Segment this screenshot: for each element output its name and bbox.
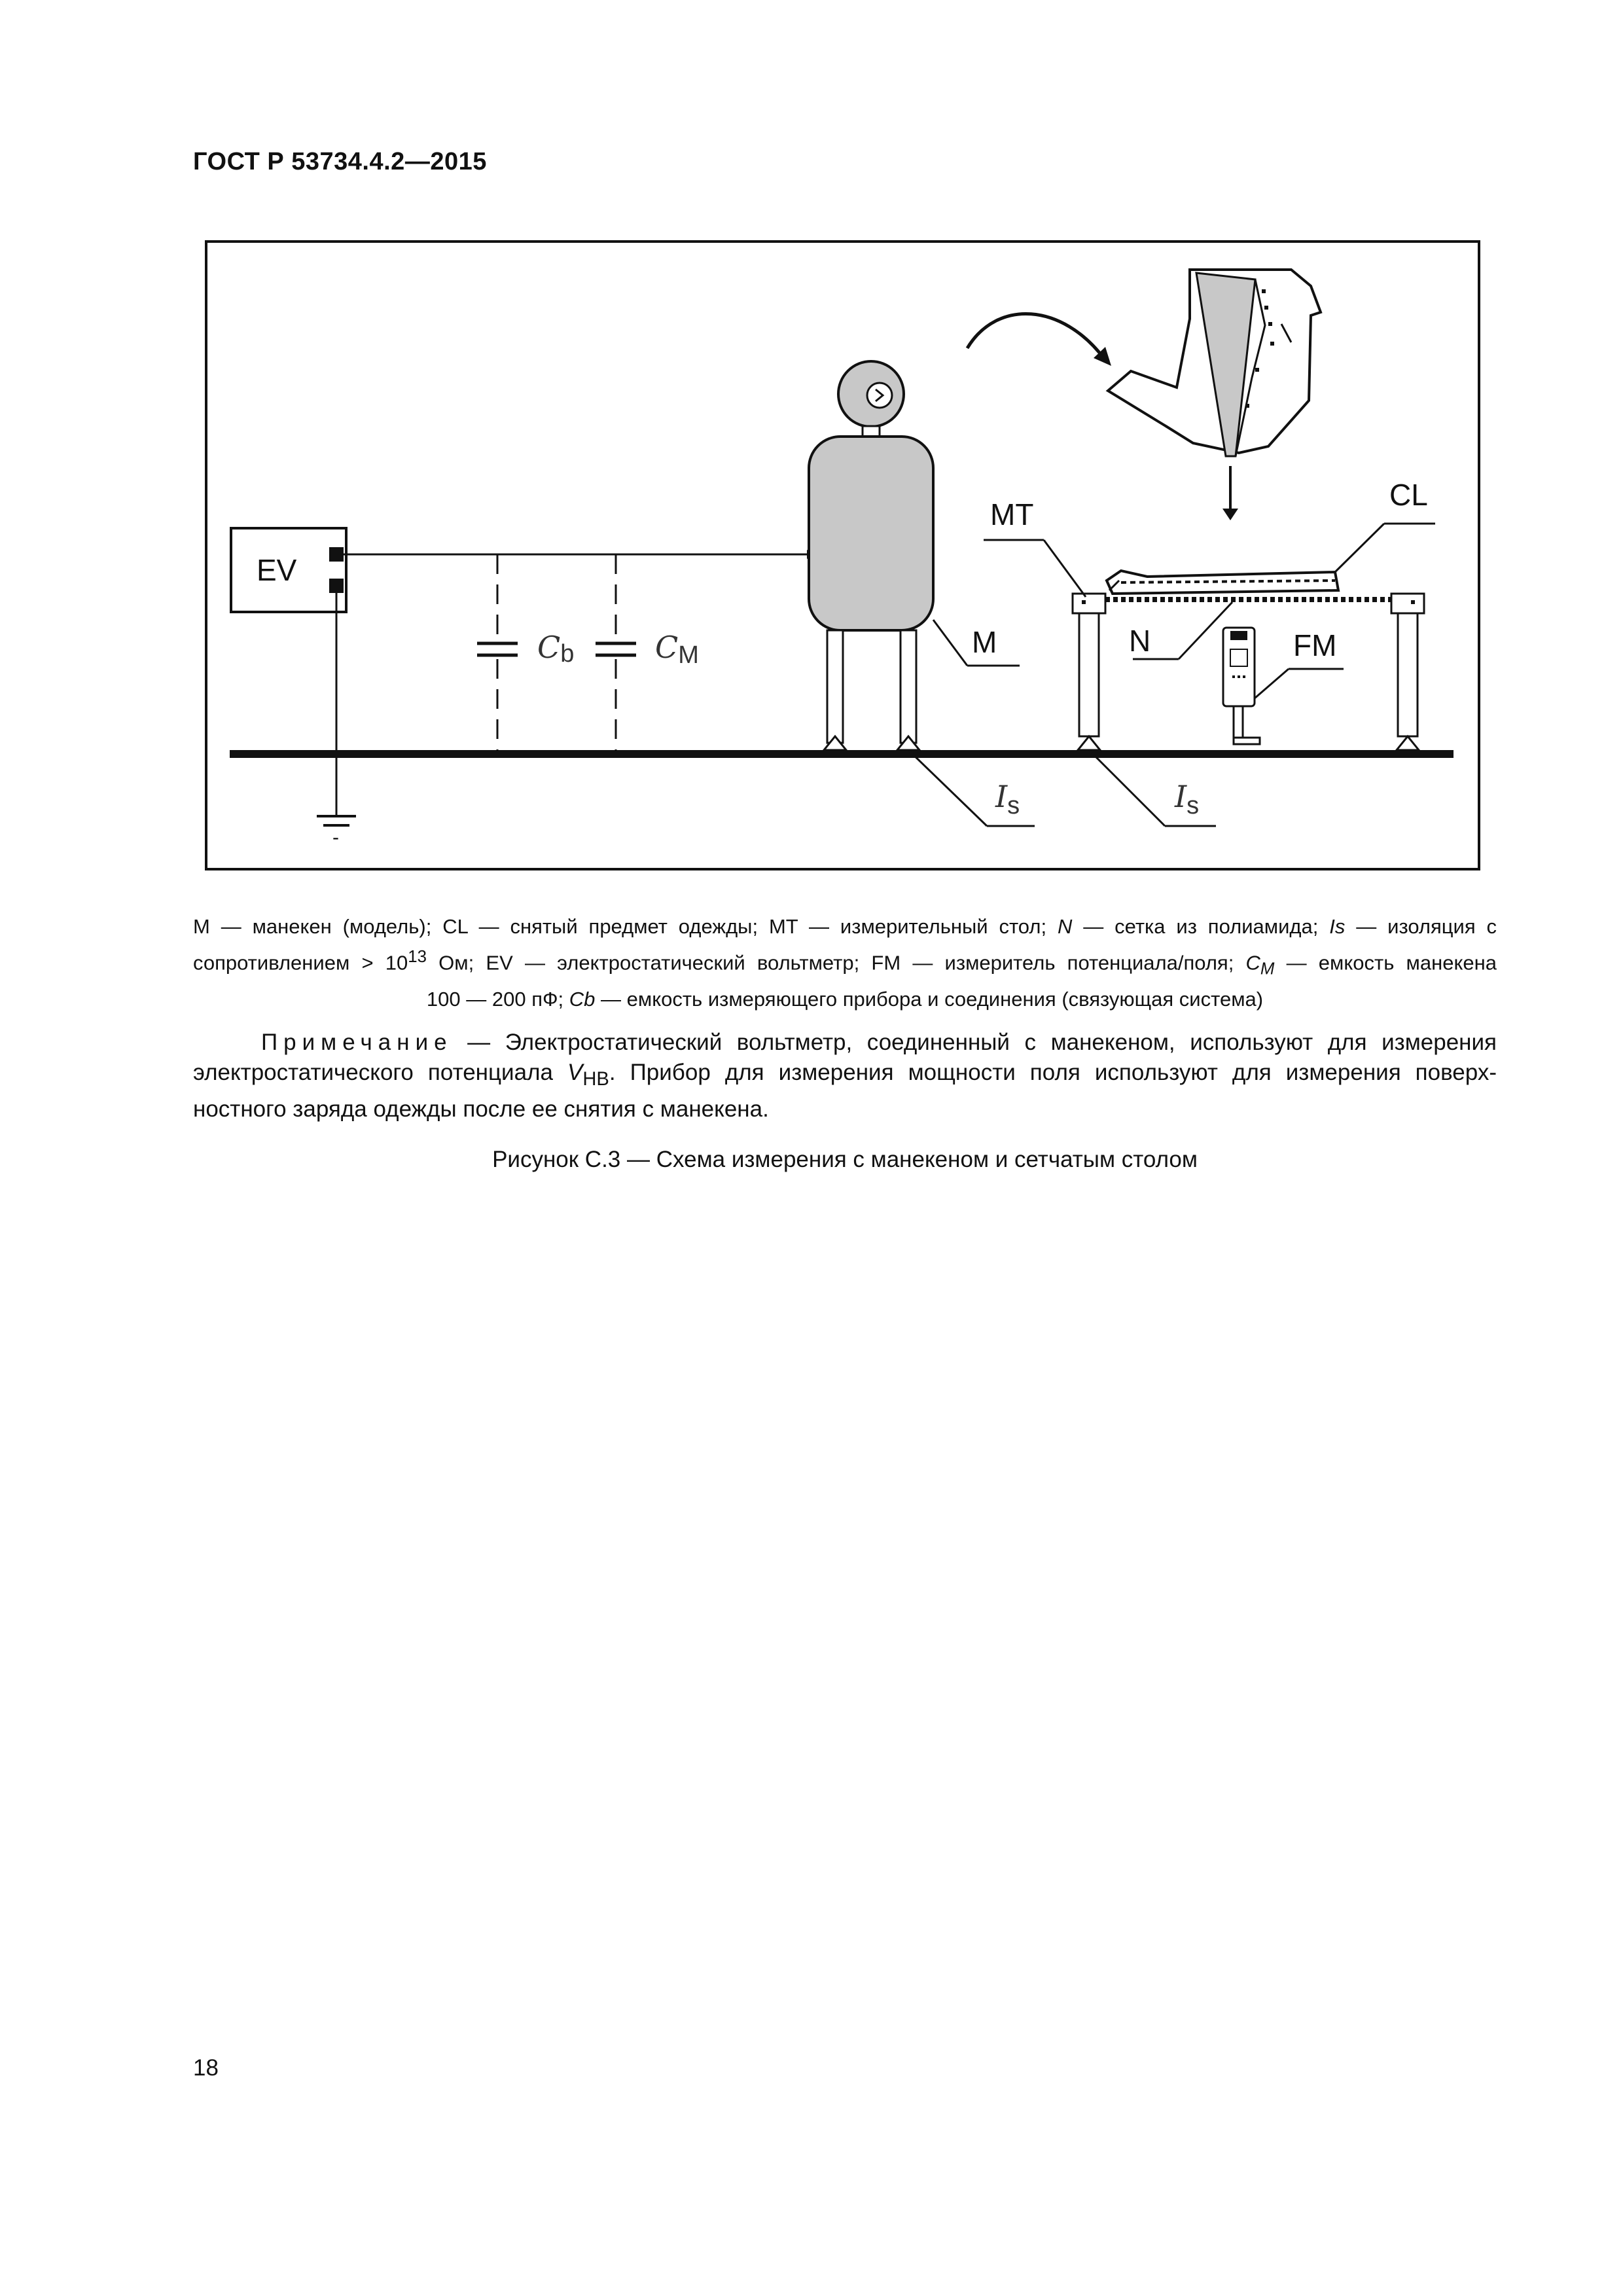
mannequin-leg-right	[901, 630, 916, 743]
note-line-3: ностного заряда одежды после ее снятия с манекена.	[193, 1096, 769, 1122]
ground-minus: -	[332, 827, 339, 848]
fm-label: FM	[1293, 628, 1337, 662]
field-meter	[1223, 628, 1260, 744]
ev-label: EV	[257, 553, 297, 587]
diagram-svg	[205, 240, 1480, 870]
is-label-left: $I_s$	[995, 779, 1020, 819]
curved-arrow	[967, 314, 1105, 359]
capacitor-cb	[477, 554, 574, 750]
legend-line-1: M — манекен (модель); CL — снятый предмет одежды; MT — измерительный стол; N — сетка из полиамида; Is — изоляция с	[193, 915, 1497, 938]
ground-bar	[230, 750, 1454, 758]
is-label-right: $I_s$	[1175, 779, 1200, 819]
electrostatic-voltmeter	[231, 528, 346, 612]
ev-terminal-top	[329, 547, 344, 562]
mannequin-torso	[809, 437, 933, 630]
note-paragraph	[193, 1028, 1497, 1124]
document-header: ГОСТ Р 53734.4.2—2015	[193, 148, 487, 175]
mannequin	[809, 361, 933, 750]
n-label: N	[1129, 624, 1151, 658]
measurement-diagram	[205, 240, 1480, 870]
note-label: Примечание	[261, 1030, 453, 1055]
page-number: 18	[193, 2055, 219, 2081]
capacitor-cm	[596, 554, 699, 750]
removed-garment	[1107, 571, 1338, 594]
mt-label: MT	[990, 497, 1034, 531]
garment-jacket	[1108, 270, 1321, 456]
figure-caption: Рисунок С.3 — Схема измерения с манекеном и сетчатым столом	[492, 1147, 1198, 1172]
cb-label: Cb	[537, 630, 575, 668]
legend-line-3: 100 — 200 пФ; Cb — емкость измеряющего прибора и соединения (связующая система)	[426, 987, 1264, 1011]
note-line-1: Примечание — Электростатический вольтметр, соединенный с манекеном, используют для измерения	[261, 1030, 1497, 1055]
note-line-2: электростатического потенциала $V_{HB}$. Прибор для измерения мощности поля используют для измерения поверх-	[193, 1060, 1497, 1090]
m-label: M	[972, 625, 997, 659]
legend-line-2: сопротивлением > $10^{13}$ Ом; EV — электростатический вольтметр; FM — измеритель потенциала/поля; $C_M$ — емкость манекена	[193, 948, 1497, 978]
mannequin-leg-left	[827, 630, 843, 743]
ev-terminal-bottom	[329, 579, 344, 593]
figure-legend	[193, 912, 1497, 1014]
ground-symbol	[317, 816, 356, 848]
cl-label: CL	[1389, 478, 1428, 512]
cm-label: CM	[655, 630, 699, 669]
